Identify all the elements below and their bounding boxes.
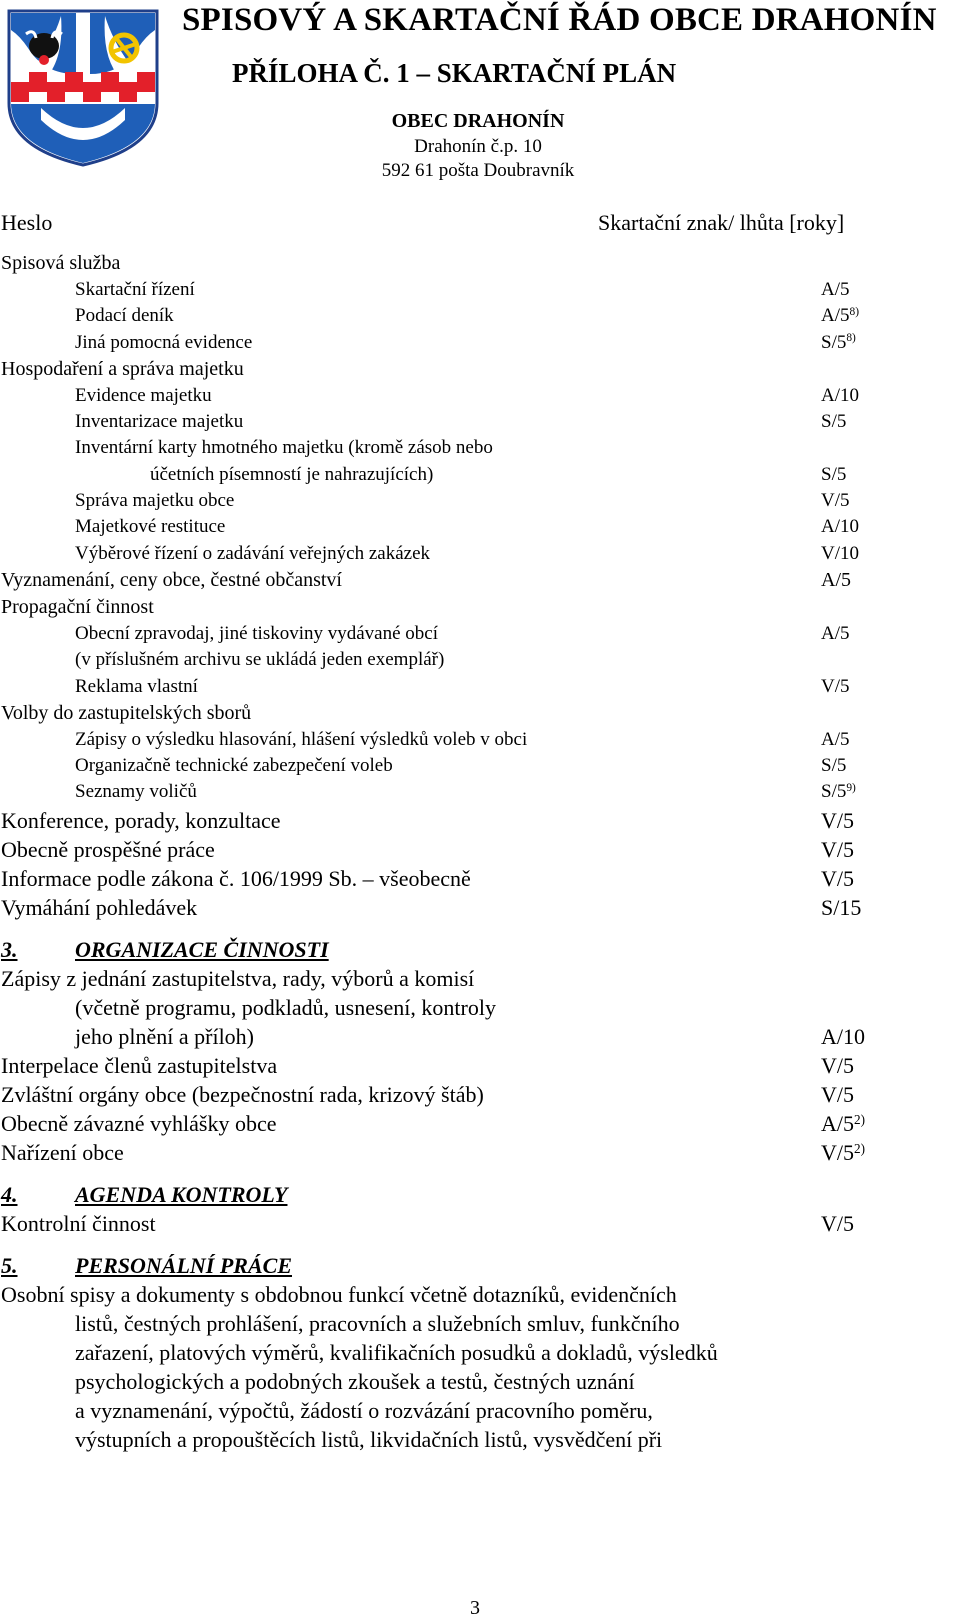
retention-code: S/15 — [821, 894, 862, 920]
organization-name: OBEC DRAHONÍN — [391, 110, 565, 132]
row-label: Inventární karty hmotného majetku (kromě zásob nebo — [75, 437, 493, 459]
retention-code: A/5 — [821, 728, 850, 750]
retention-code: V/5 — [821, 807, 854, 833]
row-label: Zvláštní orgány obce (bezpečnostní rada, krizový štáb) — [1, 1081, 484, 1107]
row-label: Obecně prospěšné práce — [1, 836, 215, 862]
page-number: 3 — [470, 1597, 480, 1619]
retention-code: S/5 — [821, 755, 847, 777]
municipal-coat-of-arms — [6, 8, 160, 168]
row-label: Konference, porady, konzultace — [1, 807, 281, 833]
retention-code: A/5 — [821, 279, 850, 300]
table-row — [0, 1138, 960, 1167]
row-label: Interpelace členů zastupitelstva — [1, 1052, 278, 1078]
row-label: Reklama vlastní — [75, 675, 198, 697]
row-label: Majetkové restituce — [75, 516, 226, 538]
table-row — [0, 893, 960, 922]
retention-code: V/5 — [821, 865, 854, 891]
retention-code: V/5 — [821, 1210, 854, 1236]
row-label: Organizačně technické zabezpečení voleb — [75, 755, 393, 777]
retention-code: A/5$^{2)}$ — [821, 1110, 865, 1136]
section-heading — [0, 935, 960, 964]
retention-code: A/5 — [821, 568, 851, 591]
table-row — [0, 356, 960, 383]
retention-code: A/10 — [821, 384, 859, 406]
row-label: Jiná pomocná evidence — [75, 331, 253, 353]
retention-schedule-table — [0, 250, 960, 1454]
retention-code: A/10 — [821, 516, 859, 538]
footnote-ref: 8) — [849, 306, 859, 319]
table-row — [0, 462, 960, 488]
spacer — [0, 1167, 960, 1180]
table-row — [0, 727, 960, 753]
footnote-ref: 8) — [846, 332, 856, 345]
table-row — [0, 779, 960, 805]
retention-code: V/5 — [821, 1081, 854, 1107]
retention-code: S/5 — [821, 463, 847, 485]
retention-code: S/5$^{9)}$ — [821, 781, 856, 803]
section-title: AGENDA KONTROLY — [75, 1181, 288, 1207]
section-heading — [0, 1251, 960, 1280]
row-label: (v příslušném archivu se ukládá jeden exemplář) — [75, 649, 445, 671]
table-row — [0, 1425, 960, 1454]
table-row — [0, 488, 960, 514]
row-label: psychologických a podobných zkoušek a testů, čestných uznání — [75, 1368, 635, 1394]
table-row — [0, 647, 960, 673]
row-label: Vymáhání pohledávek — [1, 894, 198, 920]
retention-code: V/5$^{2)}$ — [821, 1139, 865, 1165]
retention-code: V/5 — [821, 836, 854, 862]
table-row — [0, 1022, 960, 1051]
section-title: ORGANIZACE ČINNOSTI — [75, 936, 329, 962]
table-row — [0, 594, 960, 621]
table-row — [0, 383, 960, 409]
table-row — [0, 1309, 960, 1338]
row-label: listů, čestných prohlášení, pracovních a služebních smluv, funkčního — [75, 1310, 680, 1336]
table-row — [0, 541, 960, 567]
column-header-skartacni-znak: Skartační znak/ lhůta [roky] — [598, 210, 845, 235]
row-label: Evidence majetku — [75, 384, 212, 406]
row-label: (včetně programu, podkladů, usnesení, kontroly — [75, 994, 496, 1020]
document-title: SPISOVÝ A SKARTAČNÍ ŘÁD OBCE DRAHONÍN — [182, 2, 937, 38]
section-number: 4. — [1, 1181, 18, 1207]
row-label: Zápisy o výsledku hlasování, hlášení výsledků voleb v obci — [75, 728, 528, 750]
retention-code: V/10 — [821, 542, 859, 564]
table-row — [0, 303, 960, 329]
row-label: Osobní spisy a dokumenty s obdobnou funkcí včetně dotazníků, evidenčních — [1, 1281, 677, 1307]
row-label: Propagační činnost — [1, 595, 154, 618]
table-row — [0, 1080, 960, 1109]
table-row — [0, 1367, 960, 1396]
row-label: Podací deník — [75, 305, 174, 327]
row-label: Inventarizace majetku — [75, 411, 244, 433]
retention-code: S/5$^{8)}$ — [821, 331, 856, 353]
table-row — [0, 864, 960, 893]
retention-code: V/5 — [821, 1052, 854, 1078]
table-row — [0, 993, 960, 1022]
table-row — [0, 250, 960, 277]
row-label: Vyznamenání, ceny obce, čestné občanství — [1, 568, 342, 591]
table-row — [0, 1396, 960, 1425]
table-row — [0, 567, 960, 594]
table-row — [0, 1051, 960, 1080]
row-label: Zápisy z jednání zastupitelstva, rady, výborů a komisí — [1, 965, 475, 991]
section-title: PERSONÁLNÍ PRÁCE — [75, 1252, 292, 1278]
table-row — [0, 835, 960, 864]
table-row — [0, 964, 960, 993]
table-row — [0, 700, 960, 727]
retention-code: S/5 — [821, 411, 847, 433]
row-label: Seznamy voličů — [75, 781, 197, 803]
table-row — [0, 409, 960, 435]
appendix-title: PŘÍLOHA Č. 1 – SKARTAČNÍ PLÁN — [232, 58, 677, 88]
row-label: Skartační řízení — [75, 279, 195, 300]
section-number: 3. — [1, 936, 18, 962]
table-row — [0, 514, 960, 540]
table-row — [0, 1209, 960, 1238]
table-row — [0, 674, 960, 700]
row-label: Výběrové řízení o zadávání veřejných zakázek — [75, 542, 430, 564]
column-header-heslo: Heslo — [1, 210, 53, 235]
row-label: a vyznamenání, výpočtů, žádostí o rozvázání pracovního poměru, — [75, 1397, 653, 1423]
table-row — [0, 330, 960, 356]
table-row — [0, 753, 960, 779]
row-label: Obecní zpravodaj, jiné tiskoviny vydávané obcí — [75, 622, 439, 644]
table-row — [0, 1338, 960, 1367]
table-row — [0, 1280, 960, 1309]
footnote-ref: 2) — [854, 1140, 865, 1156]
row-label: jeho plnění a příloh) — [75, 1023, 255, 1049]
section-heading — [0, 1180, 960, 1209]
row-label: výstupních a propouštěcích listů, likvidačních listů, vysvědčení při — [75, 1426, 663, 1452]
organization-address-line1: Drahonín č.p. 10 — [414, 136, 542, 157]
row-label: Hospodaření a správa majetku — [1, 357, 244, 380]
spacer — [0, 1238, 960, 1251]
retention-code: A/5$^{8)}$ — [821, 305, 859, 327]
row-label: zařazení, platových výměrů, kvalifikačních posudků a dokladů, výsledků — [75, 1339, 718, 1365]
table-row — [0, 1109, 960, 1138]
table-row — [0, 435, 960, 461]
spacer — [0, 922, 960, 935]
row-label: Nařízení obce — [1, 1139, 124, 1165]
table-row — [0, 277, 960, 303]
retention-code: V/5 — [821, 675, 850, 697]
table-row — [0, 621, 960, 647]
retention-code: V/5 — [821, 490, 850, 512]
organization-address-line2: 592 61 pošta Doubravník — [381, 160, 575, 181]
table-row — [0, 806, 960, 835]
row-label: Volby do zastupitelských sborů — [1, 701, 252, 724]
footnote-ref: 9) — [846, 782, 856, 795]
row-label: Kontrolní činnost — [1, 1210, 156, 1236]
row-label: účetních písemností je nahrazujících) — [150, 463, 434, 485]
footnote-ref: 2) — [854, 1111, 865, 1127]
row-label: Správa majetku obce — [75, 490, 235, 512]
row-label: Spisová služba — [1, 252, 121, 274]
row-label: Obecně závazné vyhlášky obce — [1, 1110, 277, 1136]
retention-code: A/10 — [821, 1023, 865, 1049]
retention-code: A/5 — [821, 622, 850, 644]
section-number: 5. — [1, 1252, 18, 1278]
row-label: Informace podle zákona č. 106/1999 Sb. – všeobecně — [1, 865, 471, 891]
